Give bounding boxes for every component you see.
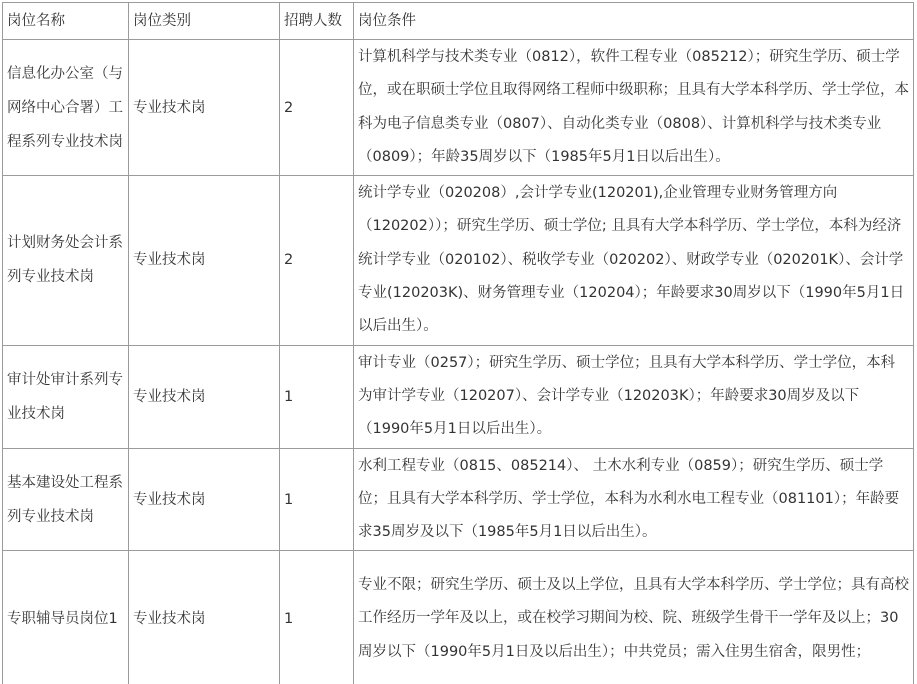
header-position-category: 岗位类别 bbox=[129, 3, 280, 40]
table-row bbox=[3, 176, 914, 345]
position-category-cell: 专业技术岗 bbox=[129, 448, 280, 551]
requirements-cell: 计算机科学与技术类专业（0812），软件工程专业（085212）；研究生学历、硕士学位，或在职硕士学位且取得网络工程师中级职称；且具有大学本科学历、学士学位，本科为电子信息类专业（0807）、自动化类专业（0808）、计算机科学与技术类专业（0809）；年龄35周岁以下（1985年5月1日以后出生）。 bbox=[354, 40, 914, 176]
table-header-row bbox=[3, 3, 914, 40]
position-name-cell: 信息化办公室（与网络中心合署）工程系列专业技术岗 bbox=[3, 40, 129, 176]
position-name-cell: 审计处审计系列专业技术岗 bbox=[3, 345, 129, 448]
table-row bbox=[3, 40, 914, 176]
position-name-cell: 专职辅导员岗位1 bbox=[3, 551, 129, 684]
position-category-cell: 专业技术岗 bbox=[129, 551, 280, 684]
hiring-count-cell: 2 bbox=[280, 176, 354, 345]
header-requirements: 岗位条件 bbox=[354, 3, 914, 40]
position-category-cell: 专业技术岗 bbox=[129, 176, 280, 345]
header-hiring-count: 招聘人数 bbox=[280, 3, 354, 40]
hiring-count-cell: 1 bbox=[280, 345, 354, 448]
hiring-count-cell: 1 bbox=[280, 448, 354, 551]
requirements-cell: 审计专业（0257）；研究生学历、硕士学位；且具有大学本科学历、学士学位，本科为审计学专业（120207）、会计学专业（120203K）；年龄要求30周岁及以下（1990年5月1日以后出生）。 bbox=[354, 345, 914, 448]
requirements-cell: 统计学专业（020208）,会计学专业(120201),企业管理专业财务管理方向（120202））；研究生学历、硕士学位; 且具有大学本科学历、学士学位，本科为经济统计学专业（020102）、税收学专业（020202）、财政学专业（020201K）、会计学专业(120203K)、财务管理专业（120204）；年龄要求30周岁以下（1990年5月1日以后出生）。 bbox=[354, 176, 914, 345]
requirements-cell: 专业不限；研究生学历、硕士及以上学位，且具有大学本科学历、学士学位；具有高校工作经历一学年及以上，或在校学习期间为校、院、班级学生骨干一学年及以上；30周岁以下（1990年5月1日及以后出生）；中共党员；需入住男生宿舍，限男性； bbox=[354, 551, 914, 684]
position-name-cell: 计划财务处会计系列专业技术岗 bbox=[3, 176, 129, 345]
requirements-cell: 水利工程专业（0815、085214）、 土木水利专业（0859）；研究生学历、硕士学位；且具有大学本科学历、学士学位，本科为水利水电工程专业（081101）；年龄要求35周岁及以下（1985年5月1日以后出生）。 bbox=[354, 448, 914, 551]
table-row bbox=[3, 345, 914, 448]
position-category-cell: 专业技术岗 bbox=[129, 40, 280, 176]
position-category-cell: 专业技术岗 bbox=[129, 345, 280, 448]
hiring-count-cell: 2 bbox=[280, 40, 354, 176]
table-row bbox=[3, 448, 914, 551]
recruitment-table bbox=[2, 2, 914, 684]
table-row bbox=[3, 551, 914, 684]
hiring-count-cell: 1 bbox=[280, 551, 354, 684]
header-position-name: 岗位名称 bbox=[3, 3, 129, 40]
position-name-cell: 基本建设处工程系列专业技术岗 bbox=[3, 448, 129, 551]
